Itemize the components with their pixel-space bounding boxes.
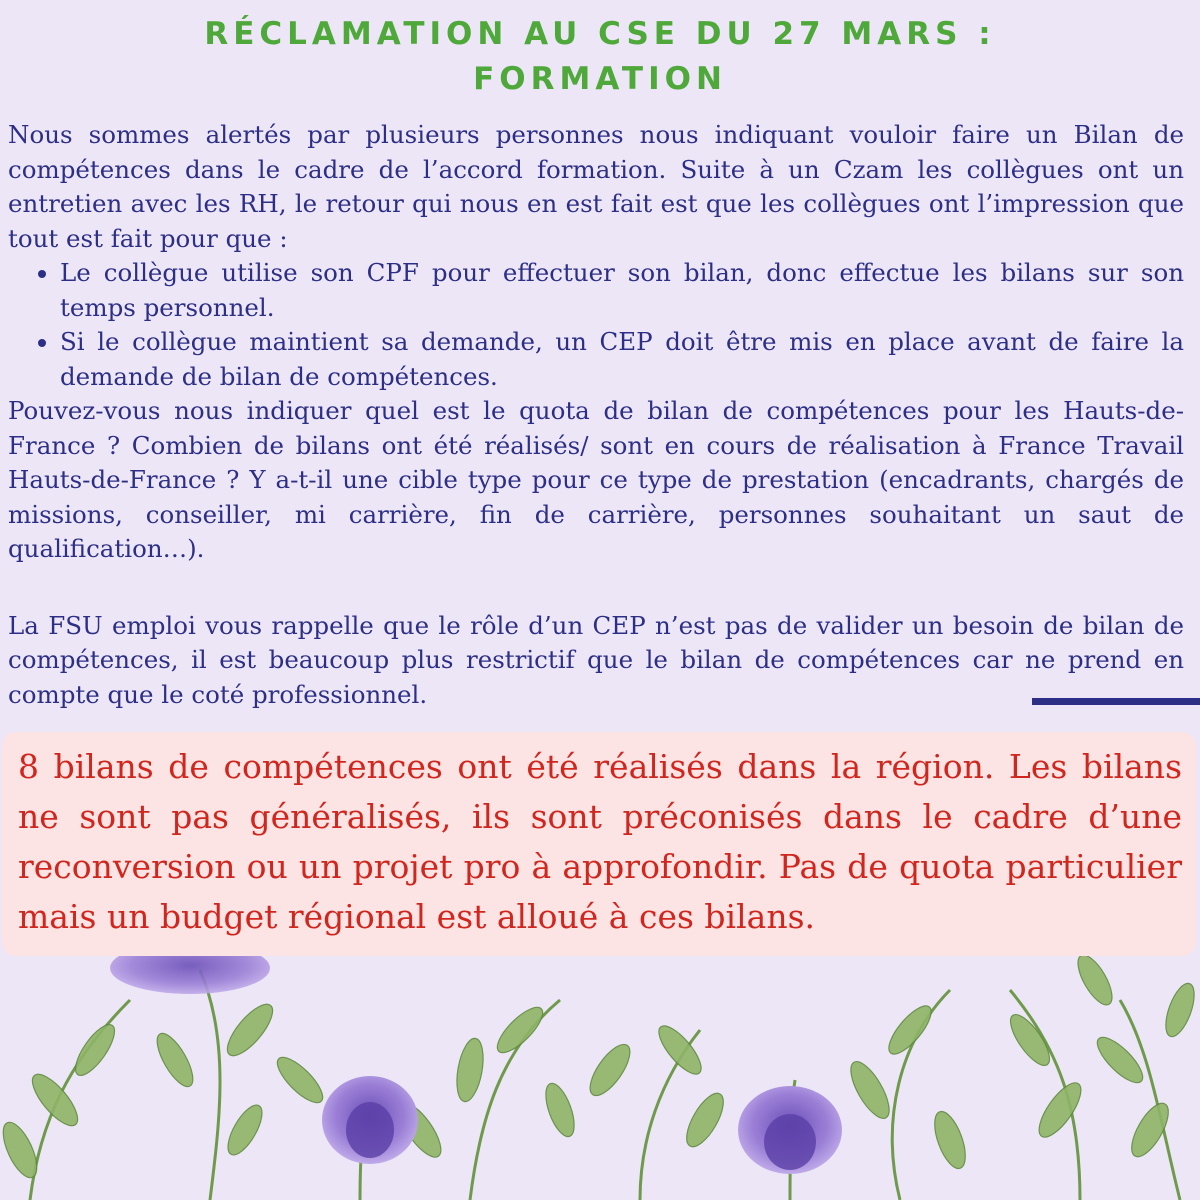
list-item: • Le collègue utilise son CPF pour effectuer son bilan, donc effectue les bilans sur son temps personnel. bbox=[60, 256, 1184, 325]
title-line-2: FORMATION bbox=[473, 61, 727, 97]
answer-box bbox=[2, 732, 1196, 956]
answer-text: 8 bilans de compétences ont été réalisés dans la région. Les bilans ne sont pas généralisés, ils sont préconisés dans le cadre d’une reconversion ou un projet pro à approfondir. Pas de quota particulier mais un budget régional est alloué à ces bilans. bbox=[18, 747, 1182, 936]
claim-text bbox=[8, 118, 1184, 712]
concern-list bbox=[8, 256, 1184, 394]
paragraph-spacer bbox=[8, 567, 1184, 609]
intro-paragraph: Nous sommes alertés par plusieurs personnes nous indiquant vouloir faire un Bilan de compétences dans le cadre de l’accord formation. Suite à un Czam les collègues ont un entretien avec les RH, le retour qui nous en est fait est que les collègues ont l’impression que tout est fait pour que : bbox=[8, 120, 1184, 253]
reminder-paragraph: La FSU emploi vous rappelle que le rôle d’un CEP n’est pas de valider un besoin de bilan de compétences, il est beaucoup plus restrictif que le bilan de compétences car ne prend en compte que le coté professionnel. bbox=[8, 610, 1184, 709]
title-line-1: RÉCLAMATION AU CSE DU 27 MARS : bbox=[204, 16, 996, 52]
list-item: • Si le collègue maintient sa demande, un CEP doit être mis en place avant de faire la demande de bilan de compétences. bbox=[60, 325, 1184, 394]
question-paragraph: Pouvez-vous nous indiquer quel est le quota de bilan de compétences pour les Hauts-de-France ? Combien de bilans ont été réalisés/ sont en cours de réalisation à France Travail Hauts-de-France ? Y a-t-il une cible type pour ce type de prestation (encadrants, chargés de missions, conseiller, mi carrière, fin de carrière, personnes souhaitant un saut de qualification…). bbox=[8, 396, 1184, 563]
page-title bbox=[0, 12, 1200, 102]
section-divider bbox=[1032, 698, 1200, 705]
